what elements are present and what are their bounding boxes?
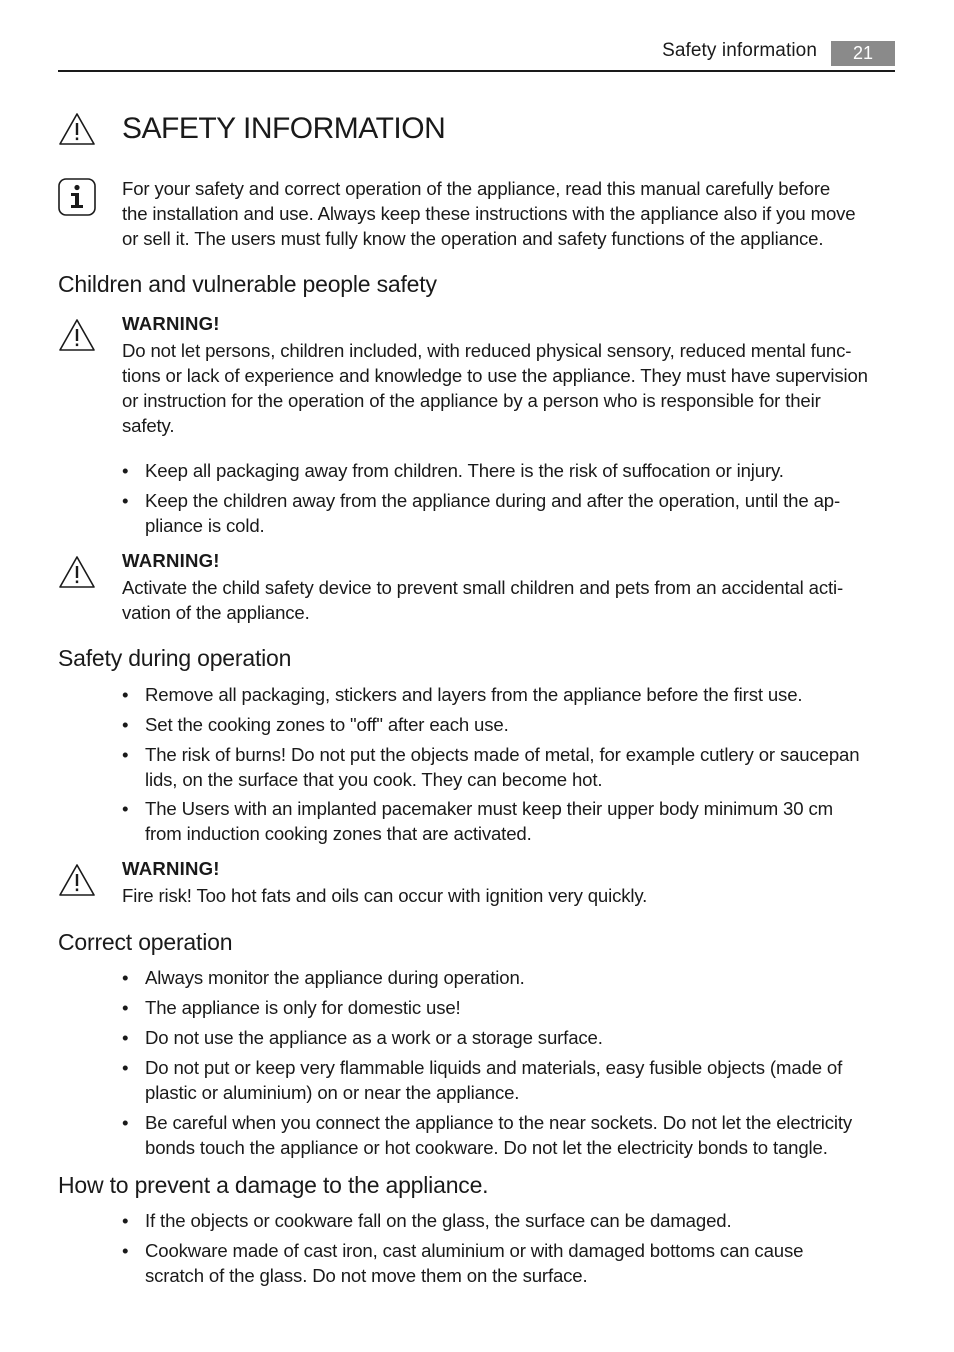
- list-item: • The Users with an implanted pacemaker must keep their upper body minimum 30 cm from induction cooking zones that are activated.: [122, 798, 833, 844]
- list-item: • Do not put or keep very flammable liquids and materials, easy fusible objects (made of plastic or aluminium) on or near the appliance.: [122, 1057, 843, 1103]
- heading-prevent-damage: How to prevent a damage to the appliance.: [58, 1172, 489, 1198]
- heading-correct-operation: Correct operation: [58, 929, 233, 955]
- warning-label: WARNING!: [122, 858, 220, 879]
- list-item: • The risk of burns! Do not put the objects made of metal, for example cutlery or saucepan lids, on the surface that you cook. They can become hot.: [122, 744, 860, 790]
- page-number: 21: [831, 41, 895, 66]
- warning-triangle-icon: [58, 112, 96, 146]
- warning-text: Do not let persons, children included, with reduced physical sensory, reduced mental func- tions or lack of experience and knowledge to use the appliance. They must have supervision or instruction for the operation of the appliance by a person who is responsible for their safety.: [122, 340, 868, 436]
- running-header: Safety information: [662, 40, 817, 61]
- warning-text: Activate the child safety device to prevent small children and pets from an accidental acti- vation of the appliance.: [122, 577, 844, 623]
- page-title: SAFETY INFORMATION: [122, 112, 446, 145]
- list-item: • Keep all packaging away from children. There is the risk of suffocation or injury.: [122, 460, 784, 481]
- list-item: • Be careful when you connect the appliance to the near sockets. Do not let the electricity bonds touch the appliance or hot cookware. Do not let the electricity bonds to tangle.: [122, 1112, 853, 1158]
- list-item: • Set the cooking zones to "off" after each use.: [122, 714, 509, 735]
- warning-triangle-icon: [58, 863, 96, 897]
- list-item: • If the objects or cookware fall on the glass, the surface can be damaged.: [122, 1210, 732, 1231]
- warning-triangle-icon: [58, 318, 96, 352]
- warning-text: Fire risk! Too hot fats and oils can occur with ignition very quickly.: [122, 885, 648, 906]
- intro-paragraph: For your safety and correct operation of the appliance, read this manual carefully before the installation and use. Always keep these instructions with the appliance also if you move or sell it. The users must fully know the operation and safety functions of the appliance.: [122, 178, 856, 249]
- warning-label: WARNING!: [122, 313, 220, 334]
- warning-label: WARNING!: [122, 550, 220, 571]
- info-icon: [58, 178, 96, 216]
- list-item: • The appliance is only for domestic use!: [122, 997, 461, 1018]
- heading-children-safety: Children and vulnerable people safety: [58, 271, 437, 297]
- list-item: • Remove all packaging, stickers and layers from the appliance before the first use.: [122, 684, 803, 705]
- list-item: • Cookware made of cast iron, cast aluminium or with damaged bottoms can cause scratch of the glass. Do not move them on the surface.: [122, 1240, 804, 1286]
- header-rule: [58, 70, 895, 72]
- heading-safety-during-operation: Safety during operation: [58, 645, 292, 671]
- list-item: • Do not use the appliance as a work or a storage surface.: [122, 1027, 603, 1048]
- warning-triangle-icon: [58, 555, 96, 589]
- list-item: • Always monitor the appliance during operation.: [122, 967, 525, 988]
- list-item: • Keep the children away from the appliance during and after the operation, until the ap- pliance is cold.: [122, 490, 841, 536]
